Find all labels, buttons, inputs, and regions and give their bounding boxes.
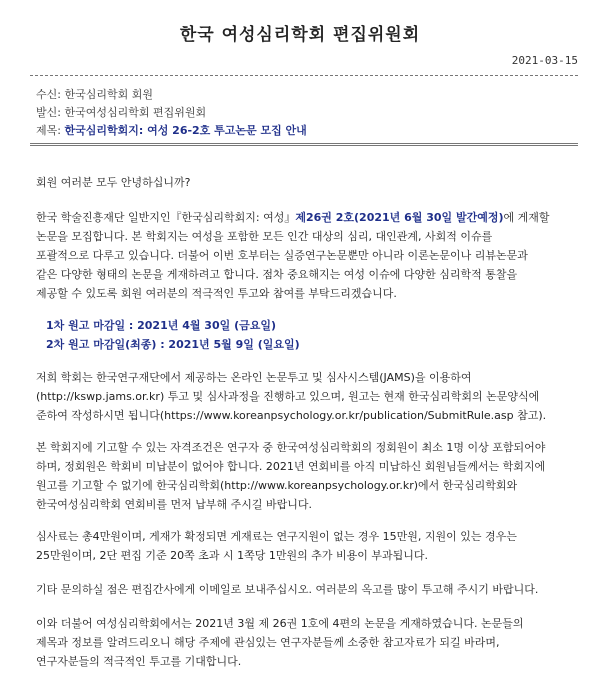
intro-line-2: 논문을 모집합니다. 본 학회지는 여성을 포함한 모든 인간 대상의 심리, 대인관계, 사회적 이슈를 <box>36 230 493 243</box>
submission-line-3: 준하여 작성하시면 됩니다(https://www.koreanpsychology.or.kr/publication/SubmitRule.asp 참고). <box>36 409 547 422</box>
document-date: 2021-03-15 <box>511 54 578 67</box>
divider-top <box>30 75 578 76</box>
deadlines <box>46 316 300 354</box>
subject-line <box>36 122 307 138</box>
deadline-first: 1차 원고 마감일 : 2021년 4월 30일 (금요일) <box>46 319 277 332</box>
sender-line: 발신: 한국여성심리학회 편집위원회 <box>36 106 207 119</box>
divider-double <box>30 143 578 146</box>
paragraph-intro <box>36 208 576 303</box>
deadline-final: 2차 원고 마감일(최종) : 2021년 5월 9일 (일요일) <box>46 338 300 351</box>
eligibility-line-3: 원고를 기고할 수 없기에 한국심리학회(http://www.koreanpsychology.or.kr)에서 한국심리학회와 <box>36 479 518 492</box>
eligibility-line-4: 한국여성심리학회 연회비를 먼저 납부해 주시길 바랍니다. <box>36 498 313 511</box>
published-line-3: 연구자분들의 적극적인 투고를 기대합니다. <box>36 655 242 668</box>
greeting <box>36 173 576 192</box>
issue-info: 제26권 2호(2021년 6월 30일 발간예정) <box>295 211 504 224</box>
intro-line-5: 제공할 수 있도록 회원 여러분의 적극적인 투고와 참여를 부탁드리겠습니다. <box>36 287 397 300</box>
fees-line-1: 심사료는 총4만원이며, 게재가 확정되면 게재료는 연구지원이 없는 경우 15만원, 지원이 있는 경우는 <box>36 530 517 543</box>
journal-name: 한국 학술진흥재단 일반지인『한국심리학회지: 여성』 <box>36 211 296 224</box>
paragraph-eligibility <box>36 438 576 514</box>
intro-line-1-end: 에 게재할 <box>503 211 550 224</box>
eligibility-line-2: 하며, 정회원은 학회비 미납분이 없어야 합니다. 2021년 연회비를 아직 미납하신 회원님들께서는 학회지에 <box>36 460 546 473</box>
greeting-text: 회원 여러분 모두 안녕하십니까? <box>36 176 191 189</box>
document-title: 한국 여성심리학회 편집위원회 <box>179 25 421 45</box>
intro-line-4: 같은 다양한 형태의 논문을 게재하려고 합니다. 점차 중요해지는 여성 이슈에 다양한 심리학적 통찰을 <box>36 268 518 281</box>
paragraph-submission <box>36 368 576 425</box>
intro-line-3: 포괄적으로 다루고 있습니다. 더불어 이번 호부터는 실증연구논문뿐만 아니라 이론논문이나 리뷰논문과 <box>36 249 528 262</box>
published-line-1: 이와 더불어 여성심리학회에서는 2021년 3월 제 26권 1호에 4편의 논문을 게재하였습니다. 논문들의 <box>36 617 524 630</box>
submission-line-1: 저희 학회는 한국연구재단에서 제공하는 온라인 논문투고 및 심사시스템(JAMS)을 이용하여 <box>36 371 472 384</box>
paragraph-published <box>36 614 576 671</box>
subject-label: 제목: <box>36 124 65 137</box>
recipient-line: 수신: 한국심리학회 회원 <box>36 88 153 101</box>
paragraph-fees <box>36 527 576 565</box>
intro-line-1 <box>36 208 576 227</box>
contact-line: 기타 문의하실 점은 편집간사에게 이메일로 보내주십시오. 여러분의 옥고를 많이 투고해 주시기 바랍니다. <box>36 583 539 596</box>
paragraph-contact <box>36 580 576 599</box>
subject-text: 한국심리학회지: 여성 26-2호 투고논문 모집 안내 <box>64 124 307 137</box>
fees-line-2: 25만원이며, 2단 편집 기준 20쪽 초과 시 1쪽당 1만원의 추가 비용이 부과됩니다. <box>36 549 428 562</box>
eligibility-line-1: 본 학회지에 기고할 수 있는 자격조건은 연구자 중 한국여성심리학회의 정회원이 최소 1명 이상 포함되어야 <box>36 441 546 454</box>
submission-line-2: (http://kswp.jams.or.kr) 투고 및 심사과정을 진행하고 있으며, 원고는 현재 한국심리학회의 논문양식에 <box>36 390 540 403</box>
published-line-2: 제목과 정보를 알려드리오니 해당 주제에 관심있는 연구자분들께 소중한 참고자료가 되길 바라며, <box>36 636 500 649</box>
